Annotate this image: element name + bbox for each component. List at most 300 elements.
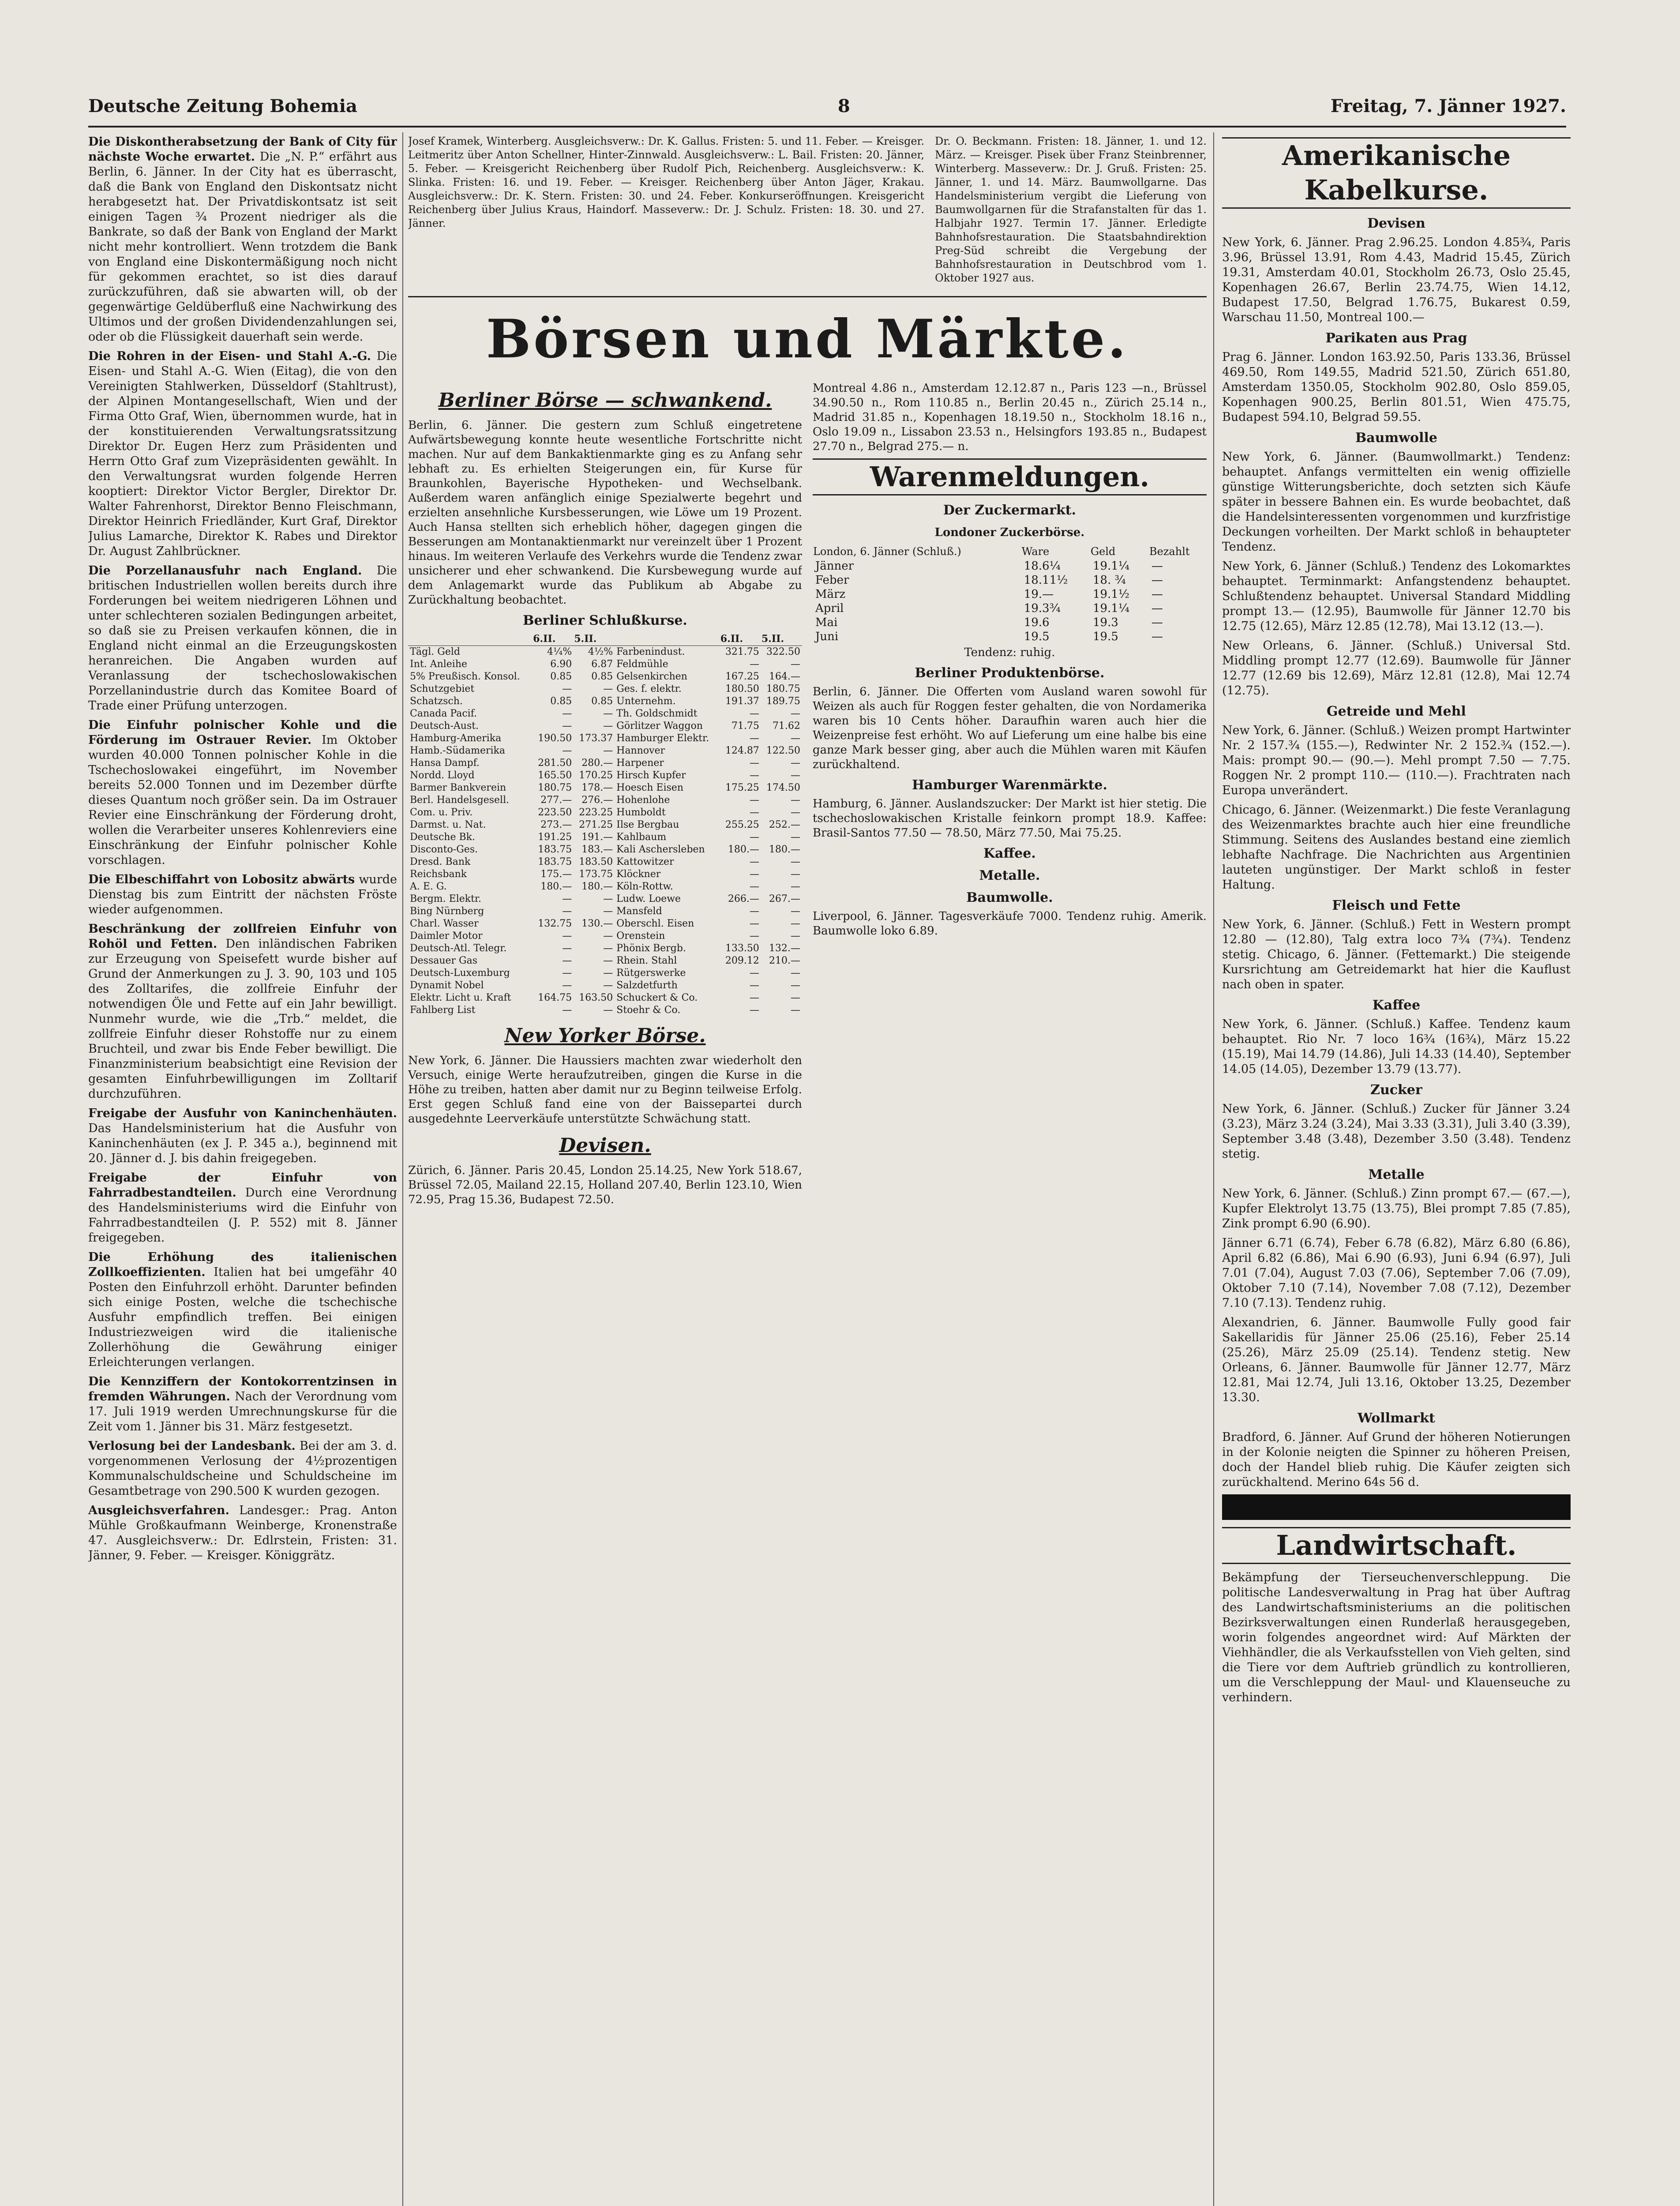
table-cell: 180.50 [725, 683, 759, 694]
supply-tenders-text: Dr. O. Beckmann. Fristen: 18. Jänner, 1. und 12. März. — Kreisger. Pisek über Franz Steinbrenner, Winterberg. Masseverw.: Dr. J. Gruß. Fristen: 25. Jänner, 1. und 14. März. Baumwollgarne. Das Handelsministerium vergibt die Lieferung von Baumwollgarnen für die Strafanstalten für das 1. Halbjahr 1927. Termin 17. Jänner. Erledigte Bahnhofsrestauration. Die Staatsbahndirektion Preg-Süd schreibt die Vergebung der Bahnhofsrestauration in Deutschbrod vom 1. Oktober 1927 aus. [935, 135, 1207, 284]
table-cell: Charl. Wasser [410, 918, 479, 929]
table-cell: — [749, 980, 759, 991]
table-cell: Feber [815, 574, 849, 587]
table-cell: — [749, 906, 759, 917]
table-row [813, 630, 1207, 644]
table-cell: — [1151, 602, 1163, 615]
table-cell: — [1151, 616, 1163, 629]
table-cell: — [791, 869, 800, 880]
table-cell: 165.50 [538, 770, 572, 781]
table-cell: Hamburger Elektr. [616, 733, 709, 744]
table-cell: — [749, 807, 759, 818]
issue-date: Freitag, 7. Jänner 1927. [1330, 95, 1566, 116]
table-cell: Humboldt [616, 807, 666, 818]
table-cell: 267.— [769, 893, 800, 904]
table-cell: Deutsch-Atl. Telegr. [410, 943, 507, 954]
table-row [813, 559, 1207, 573]
table-cell: 4½% [588, 646, 613, 657]
table-cell: — [749, 733, 759, 744]
right-column [1222, 135, 1571, 2206]
table-row [408, 769, 802, 782]
table-cell: Int. Anleihe [410, 659, 468, 670]
table-row [408, 992, 802, 1004]
table-cell: Orenstein [616, 930, 665, 942]
table-cell: 180.— [581, 881, 613, 892]
rates-paragraph: Chicago, 6. Jänner. (Weizenmarkt.) Die feste Veranlagung des Weizenmarktes brachte auch hier eine freundliche Stimmung. Seitens des Auslandes bestand eine ziemlich lebhafte Nachfrage. Die Nachrichten aus Argentinien lauteten ungünstiger. Der Markt schloß in fester Haltung. [1222, 803, 1571, 892]
table-cell: 122.50 [766, 745, 800, 756]
table-cell: — [603, 893, 613, 904]
table-cell: 190.50 [538, 733, 572, 744]
column-divider [402, 132, 403, 2206]
table-cell: — [562, 980, 572, 991]
agriculture-title: Landwirtschaft. [1222, 1527, 1571, 1564]
page-number: 8 [838, 95, 850, 116]
table-cell: Deutsch-Aust. [410, 720, 479, 732]
berlin-bourse-text: Berlin, 6. Jänner. Die gestern zum Schluß eingetretene Aufwärtsbewegung konnte heute wesentliche Fortschritte nicht machen. Nur auf dem Bankaktienmarkte ging es zu Anfang sehr lebhaft zu. Es erhielten Steigerungen ein, für Kurse für Braunkohlen, Bayerische Hypotheken- und Wechselbank. Außerdem waren anfänglich einige Spezialwerte begehrt und erzielten ansehnliche Kursbesserungen, wie Löwe um 19 Prozent. Auch Hansa stellten sich erheblich höher, dagegen gingen die Besserungen am Montanaktienmarkt nur vereinzelt über 1 Prozent hinaus. Im weiteren Verlaufe des Verkehrs wurde die Tendenz zwar unsicherer und eher schwankend. Die Kursbewegung wurde auf dem Anlagemarkt wurde das Publikum ab Abgabe zu Zurückhaltung beobachtet. [408, 419, 802, 607]
table-cell: — [749, 918, 759, 929]
table-row [408, 905, 802, 918]
table-header-cell: London, 6. Jänner (Schluß.) [813, 545, 961, 558]
table-cell: 175.— [540, 869, 572, 880]
table-cell: Kahlbaum [616, 832, 667, 843]
table-cell: — [791, 807, 800, 818]
table-cell: — [562, 930, 572, 942]
news-item-headline: Die Erhöhung des italienischen Zollkoeffizienten. [88, 1250, 397, 1279]
table-cell: — [749, 869, 759, 880]
table-cell: 163.50 [579, 992, 613, 1003]
rates-subsection-title: Parikaten aus Prag [1325, 330, 1467, 346]
new-york-bourse-title: New Yorker Börse. [504, 1024, 706, 1047]
table-cell: Schuckert & Co. [616, 992, 698, 1003]
news-item [88, 922, 397, 1102]
table-cell: Bing Nürnberg [410, 906, 484, 917]
table-header-cell: Bezahlt [1149, 545, 1190, 558]
table-cell: 0.85 [550, 696, 572, 707]
supply-tenders [935, 135, 1207, 293]
rates-paragraph: Jänner 6.71 (6.74), Feber 6.78 (6.82), März 6.80 (6.86), April 6.82 (6.86), Mai 6.90 (6.93), Juni 6.94 (6.97), Juli 7.01 (7.04), August 7.03 (7.06), September 7.06 (7.09), Oktober 7.10 (7.14), November 7.08 (7.12), Dezember 7.10 (7.13). Tendenz ruhig. [1222, 1236, 1571, 1310]
rates-paragraph: New York, 6. Jänner. (Schluß.) Kaffee. Tendenz kaum behauptet. Rio Nr. 7 loco 16¾ (16¾), März 15.22 (15.19), Mai 14.79 (14.86), Juli 14.33 (14.40), September 14.05 (14.05), Dezember 13.79 (13.77). [1222, 1017, 1571, 1076]
new-york-bourse-text: New York, 6. Jänner. Die Haussiers machten zwar wiederholt den Versuch, einige Werte heraufzutreiben, gingen die Kurse in die Höhe zu treiben, hatten aber damit nur zu Beginn teilweise Erfolg. Erst gegen Schluß fand eine von der Baissepartei durch ausgedehnte Leerverkäufe unterstützte Schwächung statt. [408, 1054, 802, 1126]
rates-subsection-title: Getreide und Mehl [1327, 704, 1466, 719]
table-cell: Barmer Bankverein [410, 782, 506, 793]
table-header-cell [615, 632, 720, 646]
table-cell: Elektr. Licht u. Kraft [410, 992, 511, 1003]
table-row [408, 807, 802, 819]
table-cell: 124.87 [725, 745, 759, 756]
table-cell: — [1151, 574, 1163, 587]
table-cell: — [603, 943, 613, 954]
table-cell: — [603, 745, 613, 756]
table-cell: 6.87 [591, 659, 613, 670]
table-cell: — [791, 659, 800, 670]
table-cell: 210.— [769, 955, 800, 966]
table-cell: Daimler Motor [410, 930, 483, 942]
news-item-headline: Freigabe der Einfuhr von Fahrradbestandteilen. [88, 1171, 397, 1200]
table-header-cell [408, 632, 532, 646]
table-cell: 19.6 [1024, 616, 1050, 629]
table-cell: Berl. Handelsgesell. [410, 795, 510, 806]
table-cell: 180.75 [538, 782, 572, 793]
table-row [408, 646, 802, 659]
table-cell: Hoesch Eisen [616, 782, 684, 793]
table-cell: — [791, 881, 800, 892]
news-item [88, 718, 397, 868]
table-cell: 19.5 [1024, 630, 1050, 643]
news-item [88, 1439, 397, 1499]
closing-prices-table [408, 632, 802, 1017]
table-cell: 183.75 [538, 856, 572, 867]
sugar-table [813, 544, 1207, 644]
table-cell: — [791, 856, 800, 867]
table-row [408, 671, 802, 683]
table-row [408, 782, 802, 794]
table-cell: Hamb.-Südamerika [410, 745, 505, 756]
table-row [408, 745, 802, 757]
table-header-cell: 5.II. [761, 632, 802, 646]
table-cell: Jänner [815, 559, 854, 573]
news-item-headline: Beschränkung der zollfreien Einfuhr von Rohöl und Fetten. [88, 922, 397, 951]
table-cell: Tägl. Geld [410, 646, 460, 657]
table-row [408, 757, 802, 769]
currency-text: Zürich, 6. Jänner. Paris 20.45, London 25.14.25, New York 518.67, Brüssel 72.05, Mailand 22.15, Holland 207.40, Berlin 123.10, Wien 72.95, Prag 15.36, Budapest 72.50. [408, 1164, 802, 1206]
rates-subsection-title: Fleisch und Fette [1332, 898, 1461, 913]
table-cell: 178.— [581, 782, 613, 793]
table-row [408, 831, 802, 844]
table-cell: — [791, 758, 800, 769]
news-item-headline: Die Rohren in der Eisen- und Stahl A.-G. [88, 349, 371, 363]
table-cell: 180.— [769, 844, 800, 855]
table-cell: — [603, 720, 613, 732]
center-column [408, 135, 1207, 2206]
table-cell: 132.— [769, 943, 800, 954]
table-cell: — [791, 930, 800, 942]
table-cell: 180.75 [766, 683, 800, 694]
news-item [88, 1503, 397, 1563]
table-cell: Fahlberg List [410, 1005, 476, 1016]
news-item-headline: Freigabe der Ausfuhr von Kaninchenhäuten. [88, 1107, 397, 1120]
hamburg-markets-title: Hamburger Warenmärkte. [912, 777, 1107, 793]
table-cell: Kattowitzer [616, 856, 674, 867]
table-row [408, 967, 802, 979]
table-cell: Klöckner [616, 869, 661, 880]
rates-paragraph: New York, 6. Jänner. (Schluß.) Zinn prompt 67.— (67.—), Kupfer Elektrolyt 13.75 (13.75), Blei prompt 7.85 (7.85), Zink prompt 6.90 (6.90). [1222, 1187, 1571, 1231]
table-cell: 280.— [581, 758, 613, 769]
table-row [408, 856, 802, 868]
table-cell: — [791, 906, 800, 917]
table-cell: Köln-Rottw. [616, 881, 673, 892]
table-row [408, 942, 802, 955]
table-cell: — [749, 659, 759, 670]
table-cell: — [749, 770, 759, 781]
table-cell: 209.12 [725, 955, 759, 966]
table-cell: Stoehr & Co. [616, 1005, 681, 1016]
table-cell: 6.90 [550, 659, 572, 670]
table-cell: Harpener [616, 758, 664, 769]
table-cell: Deutsch-Luxemburg [410, 968, 510, 979]
table-row [408, 683, 802, 695]
table-cell: — [791, 733, 800, 744]
table-cell: 191.— [581, 832, 613, 843]
page-header [88, 93, 1566, 119]
table-header-cell: Geld [1091, 545, 1116, 558]
news-item-headline: Ausgleichsverfahren. [88, 1504, 229, 1517]
table-cell: 19.3¾ [1024, 602, 1061, 615]
table-cell: — [791, 980, 800, 991]
table-row [813, 615, 1207, 630]
table-header-cell: 6.II. [532, 632, 574, 646]
agriculture-text: Bekämpfung der Tierseuchenverschleppung. Die politische Landesverwaltung in Prag hat über Auftrag des Landwirtschaftsministeriums an die politischen Bezirksverwaltungen einen Runderlaß herausgegeben, worin folgendes angeordnet wird: Auf Märkten der Viehhändler, die als Verkaufsstellen von Vieh gelten, sind die Tiere vor dem Auftrieb gründlich zu kontrollieren, um die Verschleppung der Maul- und Klauenseuche zu verhindern. [1222, 1571, 1571, 1704]
table-cell: Schutzgebiet [410, 683, 475, 694]
table-cell: 19.1½ [1093, 588, 1130, 601]
news-item [88, 563, 397, 713]
table-cell: — [791, 992, 800, 1003]
hamburg-markets-text: Hamburg, 6. Jänner. Auslandszucker: Der Markt ist hier stetig. Die tschechoslowakischen Kristalle feinkorn prompt 18.9. Kaffee: Brasil-Santos 77.50 — 78.50, März 77.50, Mai 75.25. [813, 797, 1207, 840]
table-row [408, 881, 802, 893]
news-item-text: Den inländischen Fabriken zur Erzeugung von Speisefett wurde bisher auf Grund der Anmerkungen zu J. 3. 90, 103 und 105 des Zolltarifes, die zollfreie Einfuhr der notwendigen Öle und Fette auf ein Jahr bewilligt. Nunmehr wurde, wie die „Trb.“ meldet, die zollfreie Einfuhr dieser Rohstoffe nur zu einem Bruchteil, und zwar bis Ende Feber bewilligt. Die Finanzministerium beabsichtigt eine Revision der gesamten Einfuhrbewilligungen im Zolltarif durchzuführen. [88, 937, 397, 1101]
table-cell: 18.11½ [1024, 574, 1068, 587]
table-cell: 174.50 [766, 782, 800, 793]
header-rule [88, 126, 1566, 128]
table-cell: — [749, 856, 759, 867]
table-cell: — [791, 832, 800, 843]
table-cell: April [815, 602, 844, 615]
table-cell: — [791, 1005, 800, 1016]
table-cell: 223.50 [538, 807, 572, 818]
table-cell: 19.5 [1093, 630, 1118, 643]
sugar-tendency: Tendenz: ruhig. [964, 646, 1055, 659]
table-cell: Reichsbank [410, 869, 467, 880]
table-cell: Ilse Bergbau [616, 819, 679, 830]
rates-paragraph: New York, 6. Jänner. (Schluß.) Zucker für Jänner 3.24 (3.23), März 3.24 (3.24), Mai 3.33 (3.31), Juli 3.40 (3.39), September 3.48 (3.48), Dezember 3.50 (3.48). Tendenz stetig. [1222, 1102, 1571, 1161]
table-row [813, 573, 1207, 587]
table-cell: Mansfeld [616, 906, 662, 917]
table-row [408, 708, 802, 720]
news-item-text: Durch eine Verordnung des Handelsministeriums wird die Einfuhr von Fahrradbestandteilen (J. P. 552) mit 8. Jänner freigegeben. [88, 1186, 397, 1245]
rates-subsection-title: Wollmarkt [1358, 1411, 1435, 1426]
table-header-cell: Ware [1021, 545, 1050, 558]
rates-paragraph: Alexandrien, 6. Jänner. Baumwolle Fully good fair Sakellaridis für Jänner 25.06 (25.16), Feber 25.14 (25.26), März 25.09 (25.14). Tendenz stetig. New Orleans, 6. Jänner. Baumwolle für Jänner 12.77, März 12.81, Mai 12.74, Juli 13.16, Oktober 13.25, Dezember 13.30. [1222, 1316, 1571, 1404]
table-cell: Canada Pacif. [410, 708, 477, 719]
rates-paragraph: Bradford, 6. Jänner. Auf Grund der höheren Notierungen in der Kolonie neigten die Spinner zu höheren Preisen, doch der Handel blieb ruhig. Die Käufer zeigten sich zurückhaltend. Merino 64s 56 d. [1222, 1430, 1571, 1489]
table-cell: Schatzsch. [410, 696, 463, 707]
table-cell: — [603, 1005, 613, 1016]
news-item-headline: Die Elbeschiffahrt von Lobositz abwärts [88, 873, 355, 886]
table-cell: 276.— [581, 795, 613, 806]
berlin-produce-text: Berlin, 6. Jänner. Die Offerten vom Ausland waren sowohl für Weizen als auch für Roggen fester gehalten, die von Nordamerika waren bis 10 Cents höher. Daraufhin waren auch hier die Weizenpreise fest erhöht. Wo auf Lieferung um eine halbe bis eine ganze Mark besser ging, aber auch die Mühlen waren mit Käufen zurückhaltend. [813, 685, 1207, 771]
table-cell: — [749, 795, 759, 806]
table-cell: — [749, 832, 759, 843]
table-cell: 189.75 [766, 696, 800, 707]
commodity-column [813, 381, 1207, 2206]
table-cell: 183.50 [579, 856, 613, 867]
table-cell: — [1151, 630, 1163, 643]
table-cell: — [603, 980, 613, 991]
table-cell: Dynamit Nobel [410, 980, 484, 991]
table-cell: Görlitzer Waggon [616, 720, 703, 732]
section-rule [408, 296, 1207, 297]
table-cell: Gelsenkirchen [616, 671, 687, 682]
table-cell: 277.— [540, 795, 572, 806]
sugar-market-title: Der Zuckermarkt. [943, 503, 1076, 518]
table-row [408, 819, 802, 831]
table-cell: 180.— [728, 844, 759, 855]
table-cell: 183.75 [538, 844, 572, 855]
table-cell: 0.85 [550, 671, 572, 682]
news-item [88, 1374, 397, 1434]
table-row [408, 918, 802, 930]
table-cell: Feldmühle [616, 659, 668, 670]
berlin-bourse-title: Berliner Börse — schwankend. [438, 389, 772, 412]
table-cell: 322.50 [766, 646, 800, 657]
news-item [88, 1250, 397, 1370]
news-item-headline: Die Porzellanausfuhr nach England. [88, 564, 362, 578]
table-cell: Salzdetfurth [616, 980, 678, 991]
table-cell: 167.25 [725, 671, 759, 682]
table-cell: 180.— [540, 881, 572, 892]
table-header-cell: 5.II. [574, 632, 615, 646]
table-cell: 18. ¾ [1093, 574, 1126, 587]
table-cell: Hamburg-Amerika [410, 733, 502, 744]
table-cell: — [1151, 588, 1163, 601]
table-cell: Rütgerswerke [616, 968, 686, 979]
table-cell: 18.6¼ [1024, 559, 1061, 573]
table-cell: — [749, 881, 759, 892]
table-cell: — [562, 745, 572, 756]
currency-rates-text: Montreal 4.86 n., Amsterdam 12.12.87 n., Paris 123 —n., Brüssel 34.90.50 n., Rom 110.85 n., Berlin 20.45 n., Zürich 25.14 n., Madrid 31.85 n., Kopenhagen 18.19.50 n., Stockholm 18.16 n., Oslo 19.09 n., Lissabon 23.53 n., Helsingfors 193.85 n., Budapest 27.70 n., Belgrad 275.— n. [813, 382, 1207, 453]
table-cell: 273.— [540, 819, 572, 830]
table-cell: Ges. f. elektr. [616, 683, 682, 694]
table-cell: 321.75 [725, 646, 759, 657]
table-cell: 191.37 [725, 696, 759, 707]
berlin-closing-title: Berliner Schlußkurse. [523, 613, 687, 628]
table-cell: — [603, 906, 613, 917]
news-item-text: Die „N. P.“ erfährt aus Berlin, 6. Jänner. In der City hat es überrascht, daß die Bank von England den Diskontsatz nicht herabgesetzt hat. Der Privatdiskontsatz ist seit einigen Tagen ¾ Prozent niedriger als die Bankrate, so daß der Bank von England der Markt nicht mehr kontrolliert. Wenn trotzdem die Bank von England eine Diskontermäßigung noch nicht für gekommen erachtet, so ist dies darauf zurückzuführen, daß sie abwarten will, ob der gegenwärtige Geldüberfluß eine Nachwirkung des Ultimos und der großen Dividendenzahlungen sei, oder ob die Flüssigkeit dauerhaft sein werde. [88, 150, 397, 344]
table-cell: — [562, 955, 572, 966]
table-cell: — [749, 992, 759, 1003]
rates-paragraph: New York, 6. Jänner. (Baumwollmarkt.) Tendenz: behauptet. Anfangs vermittelten ein wenig offizielle günstige Witterungsberichte, doch setzten sich Käufe später in bessere Bahnen ein. Es wurde beobachtet, daß die Handelsinteressenten vorgenommen und kurzfristige Deckungen vorheilten. Der Markt schloß in behaupteter Tendenz. [1222, 450, 1571, 554]
table-cell: Farbenindust. [616, 646, 685, 657]
news-item-headline: Die Einfuhr polnischer Kohle und die Förderung im Ostrauer Revier. [88, 718, 397, 747]
rates-subsection-title: Metalle [1368, 1167, 1425, 1182]
table-cell: 271.25 [579, 819, 613, 830]
table-cell: — [603, 708, 613, 719]
table-cell: Oberschl. Eisen [616, 918, 694, 929]
table-row [408, 732, 802, 745]
table-cell: Bergm. Elektr. [410, 893, 482, 904]
center-top-notices [408, 135, 1207, 293]
news-item-text: Bei der am 3. d. vorgenommenen Verlosung der 4½prozentigen Kommunalschuldscheine und Schuldscheine im Gesamtbetrage von 290.500 K wurden gezogen. [88, 1439, 397, 1498]
table-cell: 223.25 [579, 807, 613, 818]
news-item [88, 135, 397, 345]
rates-subsection-title: Kaffee [1372, 998, 1421, 1013]
cotton-title: Baumwolle. [966, 890, 1053, 905]
news-item-headline: Verlosung bei der Landesbank. [88, 1439, 296, 1453]
news-item-text: Die britischen Industriellen wollen bereits durch ihre Forderungen bei weitem niedrigeren Löhnen und unter schlechteren sozialen Bedingungen arbeitet, so daß sie zu Preisen verkaufen können, die in England nicht einmal an die Erzeugungskosten heranreichen. Die Angaben wurden auf Veranlassung der tschechoslowakischen Porzellanindustrie durch das Komitee Board of Trade einer Prüfung unterzogen. [88, 564, 397, 713]
table-cell: Dessauer Gas [410, 955, 478, 966]
table-cell: — [562, 943, 572, 954]
news-item-text: Die Eisen- und Stahl A.-G. Wien (Eitag), die von den Vereinigten Stahlwerken, Düsseldorf (Stahltrust), der Alpinen Montangesellschaft, Wien und der Firma Otto Graf, Wien, übernommen wurde, hat in der konstituierenden Verwaltungsratssitzung Direktor Dr. Eugen Herz zum Präsidenten und Herrn Otto Graf zum Vizepräsidenten gewählt. In den Verwaltungsrat wurden folgende Herren kooptiert: Direktor Victor Bergler, Direktor Dr. Walter Fahrenhorst, Direktor Benno Fleischmann, Direktor Heinrich Friedländer, Kurt Graf, Direktor Julius Lamarche, Direktor K. Rabes und Direktor Dr. August Zahlbrückner. [88, 349, 397, 558]
table-row [408, 1004, 802, 1017]
table-cell: — [791, 918, 800, 929]
table-row [408, 720, 802, 732]
news-item-headline: Die Diskontherabsetzung der Bank of City für nächste Woche erwartet. [88, 135, 397, 164]
table-row [813, 601, 1207, 615]
insolvency-notices: Josef Kramek, Winterberg. Ausgleichsverw.: Dr. K. Gallus. Fristen: 5. und 11. Feber. — Kreisger. Leitmeritz über Anton Schellner, Hinter-Zinnwald. Ausgleichsverw.: L. Bail. Fristen: 20. Jänner, 5. Feber. — Kreisgericht Reichenberg über Rudolf Pich, Reichenberg. Ausgleichsverw.: K. Slinka. Fristen: 16. und 19. Feber. — Kreisger. Reichenberg über Anton Jäger, Krakau. Ausgleichsverw.: Dr. K. Stern. Fristen: 30. und 24. Feber. Konkurseröffnungen. Kreisgericht Reichenberg über Julius Kraus, Haindorf. Masseverw.: Dr. J. Schulz. Fristen: 18. 30. und 27. Jänner. [408, 135, 925, 229]
table-cell: Hohenlohe [616, 795, 670, 806]
table-cell: A. E. G. [410, 881, 447, 892]
currency-title: Devisen. [559, 1134, 651, 1157]
table-cell: Hirsch Kupfer [616, 770, 686, 781]
table-row [408, 844, 802, 856]
table-cell: Darmst. u. Nat. [410, 819, 486, 830]
table-cell: 173.75 [579, 869, 613, 880]
table-cell: 71.62 [772, 720, 800, 732]
table-cell: 164.75 [538, 992, 572, 1003]
table-row [408, 658, 802, 671]
table-cell: 4¼% [547, 646, 572, 657]
london-sugar-title: Londoner Zuckerbörse. [934, 526, 1085, 539]
rates-paragraph: New York, 6. Jänner. Prag 2.96.25. London 4.85¾, Paris 3.96, Brüssel 13.91, Rom 4.43, Madrid 15.45, Zürich 19.31, Amsterdam 40.01, Stockholm 26.73, Oslo 25.45, Kopenhagen 26.67, Berlin 23.74.75, Wien 14.12, Budapest 17.50, Belgrad 1.76.75, Bukarest 0.59, Warschau 11.50, Montreal 100.— [1222, 236, 1571, 324]
table-cell: — [749, 758, 759, 769]
table-cell: 255.25 [725, 819, 759, 830]
news-item [88, 1106, 397, 1166]
table-cell: Hansa Dampf. [410, 758, 480, 769]
table-cell: 175.25 [725, 782, 759, 793]
table-cell: 173.37 [579, 733, 613, 744]
table-cell: — [791, 968, 800, 979]
coffee-title: Kaffee. [983, 846, 1036, 861]
table-cell: März [815, 588, 846, 601]
rates-paragraph: New York, 6. Jänner (Schluß.) Tendenz des Lokomarktes behauptet. Terminmarkt: Anfangstendenz behauptet. Schlußtendenz behauptet. Universal Standard Middling prompt 13.— (12.95), Baumwolle für Jänner 12.70 bis 12.75 (12.65), März 12.85 (12.78), Mai 13.12 (13.—). [1222, 559, 1571, 633]
market-reports [408, 381, 1207, 2206]
news-item-headline: Die Kennziffern der Kontokorrentzinsen in fremden Währungen. [88, 1375, 397, 1403]
table-cell: Hannover [616, 745, 665, 756]
table-cell: Phönix Bergb. [616, 943, 686, 954]
table-cell: 183.— [581, 844, 613, 855]
table-row [813, 587, 1207, 601]
column-divider [1213, 132, 1214, 2206]
newspaper-name: Deutsche Zeitung Bohemia [88, 95, 357, 116]
left-column [88, 135, 397, 2206]
table-cell: — [603, 930, 613, 942]
table-cell: Disconto-Ges. [410, 844, 478, 855]
table-cell: 19.— [1024, 588, 1054, 601]
table-cell: Mai [815, 616, 838, 629]
section-main-title: Börsen und Märkte. [486, 308, 1129, 370]
table-cell: Kali Aschersleben [616, 844, 705, 855]
metals-title: Metalle. [979, 868, 1040, 883]
table-cell: Deutsche Bk. [410, 832, 475, 843]
table-cell: — [791, 795, 800, 806]
news-item-text: Italien hat bei umgefähr 40 Posten den Einfuhrzoll erhöht. Darunter befinden sich einige Posten, welche die tschechische Ausfuhr empfindlich treffen. Bei einigen Industriezweigen wird die italienische Zollerhöhung die Gewährung einiger Erleichterungen verlangen. [88, 1265, 397, 1369]
cotton-text: Liverpool, 6. Jänner. Tagesverkäufe 7000. Tendenz ruhig. Amerik. Baumwolle loko 6.89. [813, 910, 1207, 938]
rates-paragraph: New York, 6. Jänner. (Schluß.) Fett in Western prompt 12.80 — (12.80), Talg extra loco 7¾ (7¾). Tendenz stetig. Chicago, 6. Jänner. (Fettemarkt.) Die steigende Kursrichtung am Getreidemarkt hat hier die Kauflust nach oben in spater. [1222, 918, 1571, 991]
black-divider [1222, 1494, 1571, 1520]
table-cell: — [603, 968, 613, 979]
table-cell: Unternehm. [616, 696, 676, 707]
table-cell: — [791, 708, 800, 719]
table-cell: — [1151, 559, 1163, 573]
news-item-text: Landesger.: Prag. Anton Mühle Großkaufmann Weinberge, Kronenstraße 47. Ausgleichsverw.: Dr. Edlrstein, Fristen: 31. Jänner, 9. Feber. — Kreisger. Königgrätz. [88, 1504, 397, 1562]
table-cell: — [603, 955, 613, 966]
table-cell: Ludw. Loewe [616, 893, 681, 904]
rates-subsection-title: Devisen [1367, 216, 1425, 231]
table-row [408, 955, 802, 967]
cable-rates-sections [1222, 215, 1571, 1490]
rates-paragraph: New Orleans, 6. Jänner. (Schluß.) Universal Std. Middling prompt 12.77 (12.69). Baumwolle für Jänner 12.77 (12.69 bis 12.69), März 12.81 (12.8), Mai 12.74 (12.75). [1222, 639, 1571, 698]
table-row [408, 979, 802, 992]
table-row [408, 695, 802, 708]
